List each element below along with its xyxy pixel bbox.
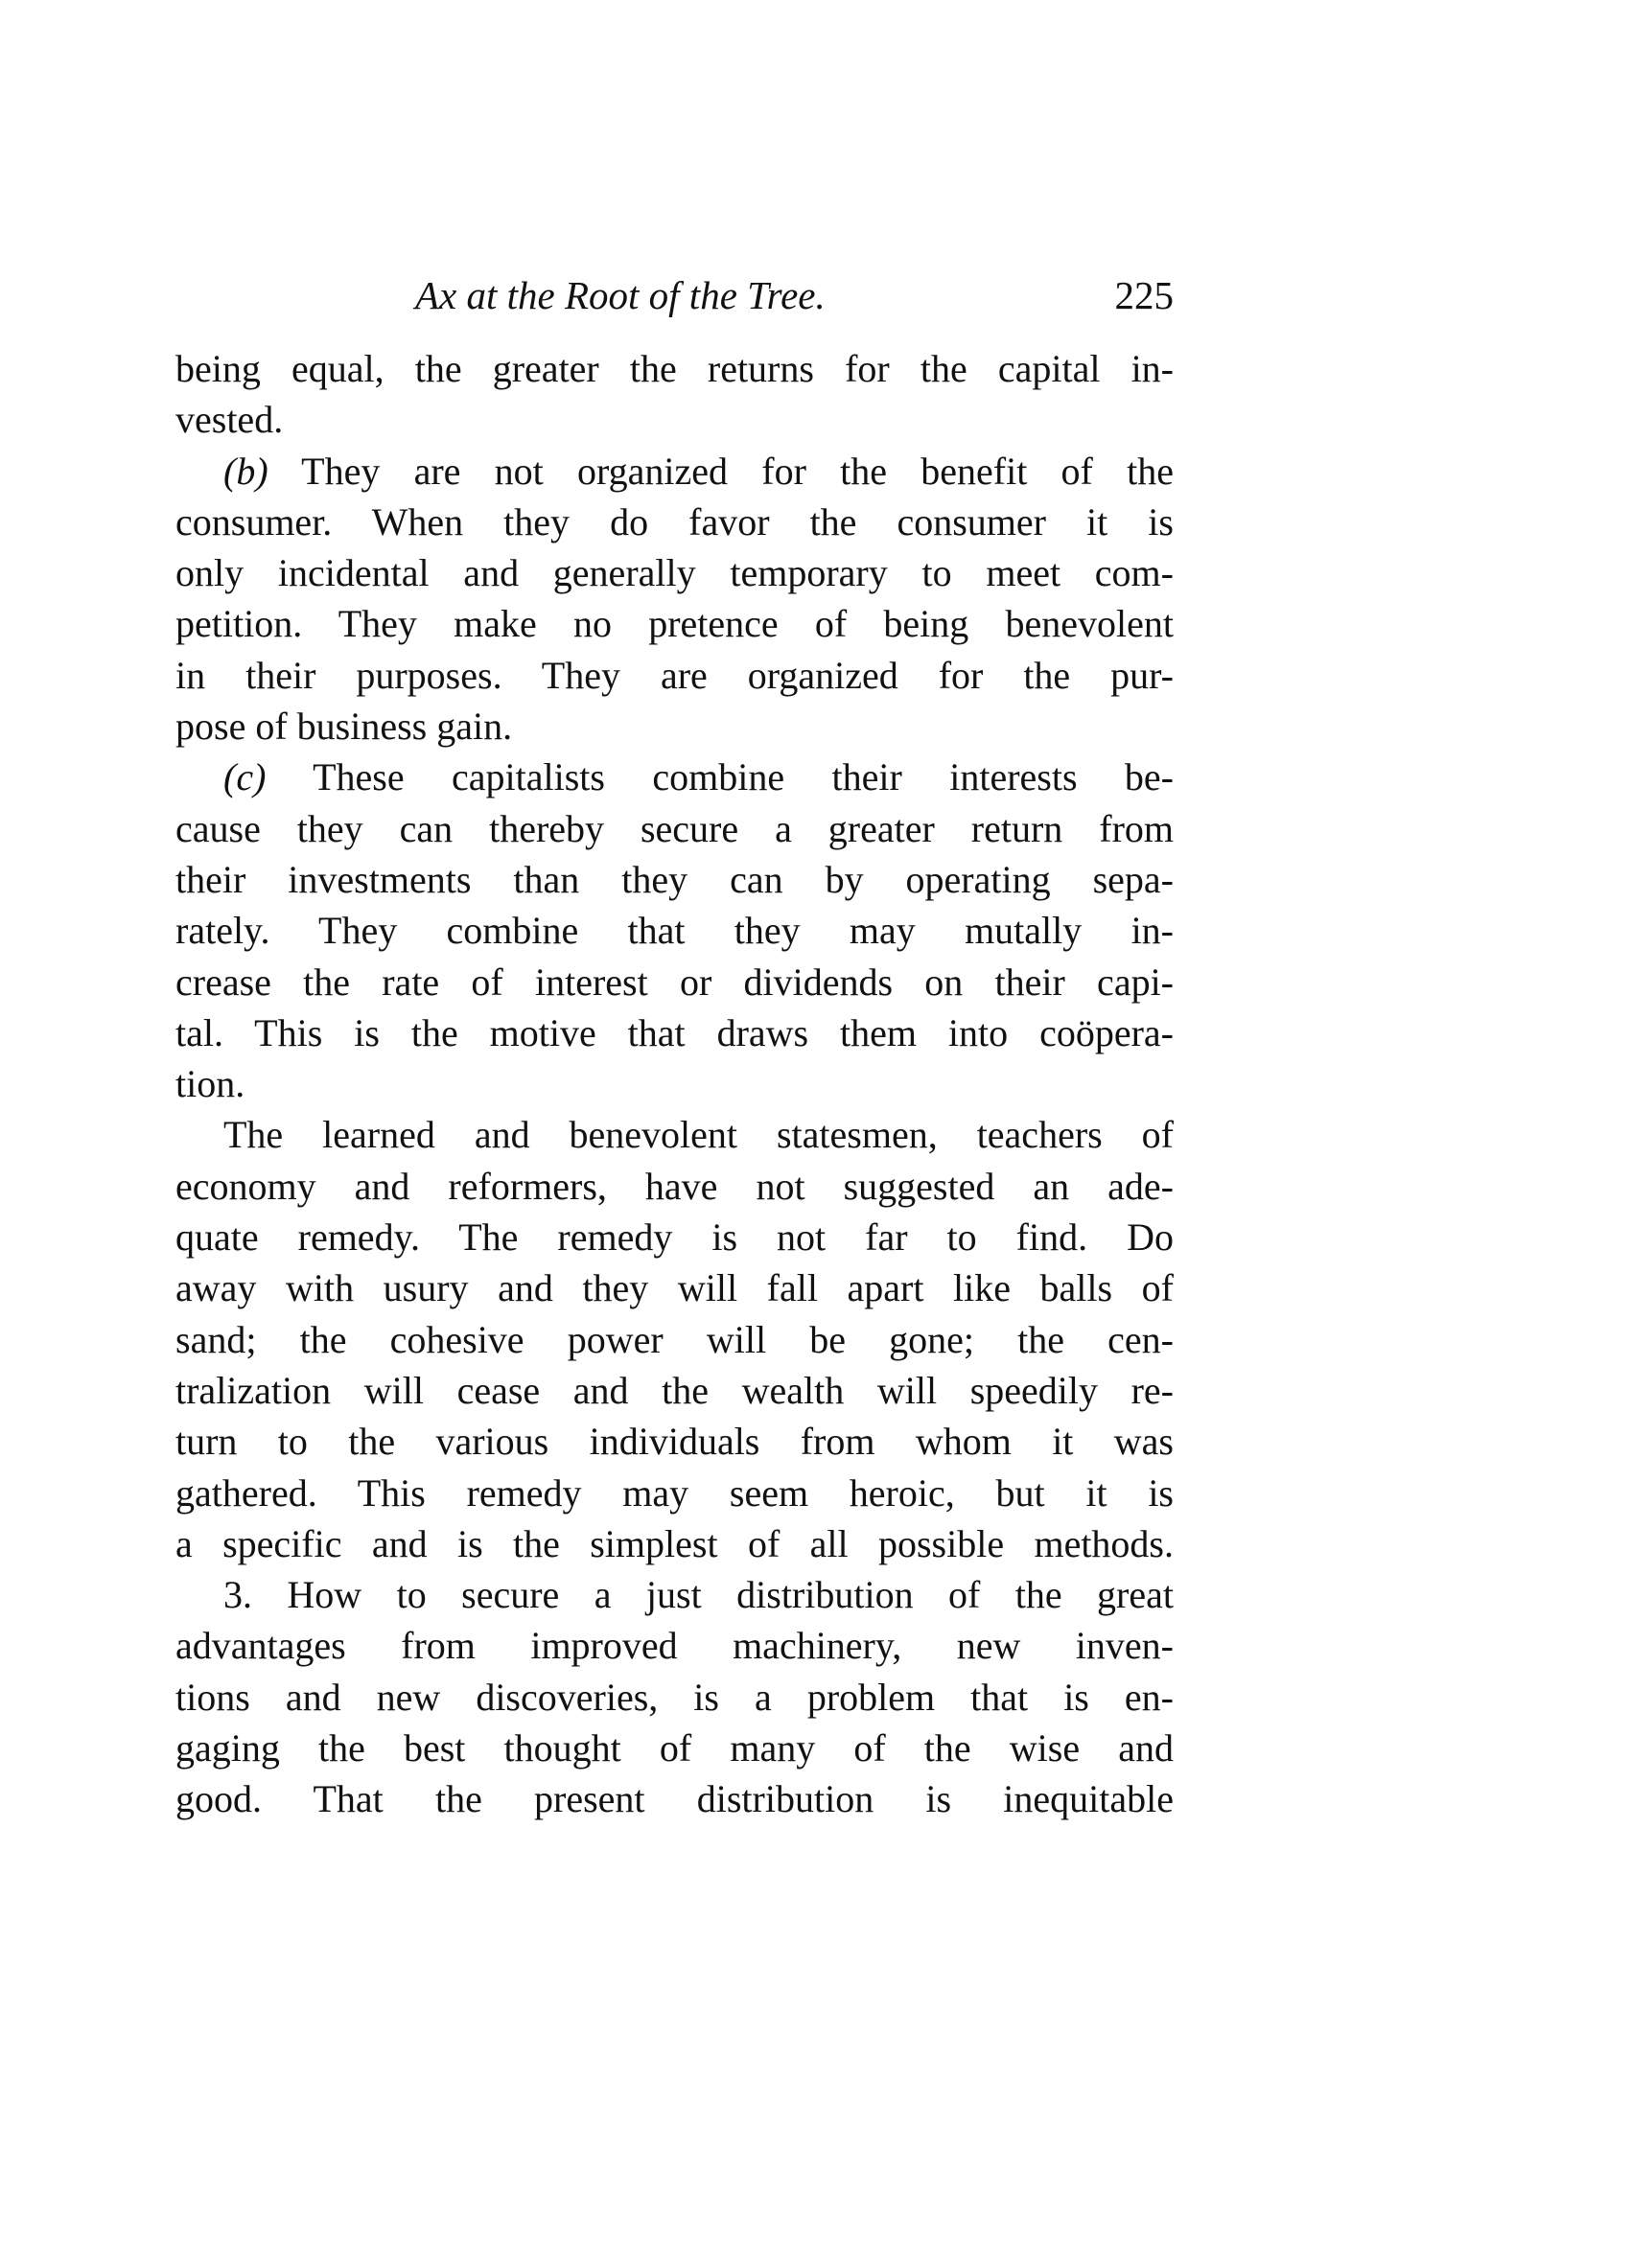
running-title: Ax at the Root of the Tree.	[415, 273, 826, 317]
text-line: The learned and benevolent statesmen, teachers of	[223, 1113, 1174, 1157]
text-line: 3. How to secure a just distribution of the great	[223, 1573, 1174, 1617]
text-line: petition. They make no pretence of being benevolent	[175, 602, 1174, 646]
text-line: turn to the various individuals from whom it was	[175, 1420, 1174, 1464]
text-line: a specific and is the simplest of all possible methods.	[175, 1521, 1174, 1565]
running-head	[175, 266, 1174, 324]
text-line: tralization will cease and the wealth will speedily re-	[175, 1368, 1174, 1412]
text-line: cause they can thereby secure a greater return from	[175, 806, 1174, 850]
text-line: consumer. When they do favor the consumer it is	[175, 499, 1174, 544]
text-line: only incidental and generally temporary to meet com-	[175, 551, 1174, 595]
list-marker-b: (b)	[223, 449, 268, 493]
text-line: vested.	[175, 398, 284, 442]
text-line: quate remedy. The remedy is not far to find. Do	[175, 1215, 1174, 1260]
text-line: sand; the cohesive power will be gone; the cen-	[175, 1317, 1174, 1361]
text-line: their investments than they can by operating sepa-	[175, 857, 1174, 901]
text-line: good. That the present distribution is inequitable	[175, 1777, 1174, 1821]
body-text	[175, 343, 1174, 1825]
text-line: economy and reformers, have not suggested an ade-	[175, 1164, 1174, 1208]
list-marker-c: (c)	[223, 755, 267, 799]
text-line: advantages from improved machinery, new inven-	[175, 1624, 1174, 1668]
text-line: crease the rate of interest or dividends on their capi-	[175, 960, 1174, 1004]
text-line: (c) These capitalists combine their interests be-	[223, 755, 1174, 799]
text-line: tion.	[175, 1062, 245, 1106]
text-line: (b) They are not organized for the benefit of the	[223, 449, 1174, 493]
text-line: tions and new discoveries, is a problem that is en-	[175, 1675, 1174, 1719]
text-line: tal. This is the motive that draws them into coöpera-	[175, 1010, 1174, 1054]
text-line: being equal, the greater the returns for the capital in-	[175, 347, 1174, 390]
text-line: gathered. This remedy may seem heroic, but it is	[175, 1470, 1174, 1515]
page-number: 225	[1114, 273, 1174, 317]
text-line: in their purposes. They are organized for the pur-	[175, 653, 1174, 697]
text-line: away with usury and they will fall apart like balls of	[175, 1266, 1174, 1310]
text-line: pose of business gain.	[175, 705, 513, 749]
text-line: gaging the best thought of many of the wise and	[175, 1726, 1174, 1770]
text-line: rately. They combine that they may mutally in-	[175, 909, 1174, 953]
